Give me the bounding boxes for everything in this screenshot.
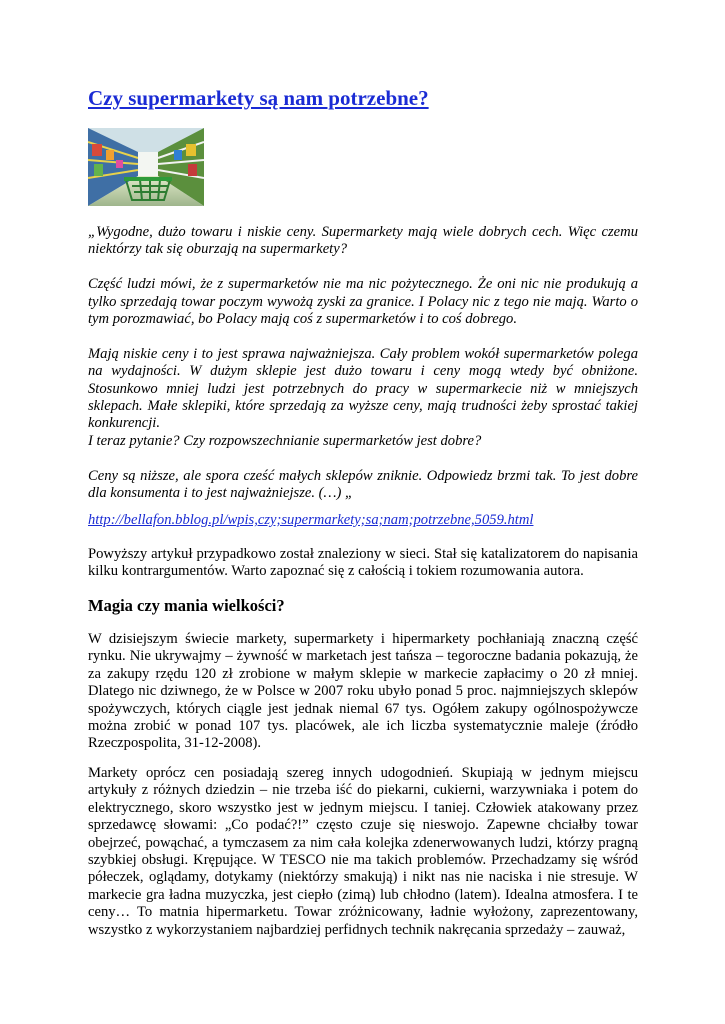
body-paragraph: Markety oprócz cen posiadają szereg innych udogodnień. Skupiają w jednym miejscu artykuły z różnych dziedzin – nie trzeba iść do piekarni, cukierni, warzywniaka i potem do elektrycznego, skoro wszystko jest w jednym miejscu. I taniej. Człowiek atakowany przez sprzedawcę słowami: „Co podać?!” często czuje się nieswojo. Zapewne chciałby towar obejrzeć, powąchać, a tymczasem za nim cała kolejka zdenerwowanych ludzi, którzy pragną szybkiej obsługi. Krępujące. W TESCO nie ma takich problemów. Przechadzamy się wśród półeczek, oglądamy, dotykamy (niektórzy smakują) i nikt nas nie naciska i nie stresuje. W markecie gra ładna muzyczka, jest ciepło (zimą) lub chłodno (latem). Idealna atmosfera. I te ceny… To matnia hipermarketu. Towar zróżnicowany, ładnie wyłożony, zaprezentowany, wszystko z wykorzystaniem najbardziej perfidnych technik nakręcania sprzedaży – zauważ, bbox=[88, 765, 638, 938]
supermarket-aisle-image bbox=[88, 128, 204, 206]
intro-paragraph: Powyższy artykuł przypadkowo został znaleziony w sieci. Stał się katalizatorem do napisania kilku kontrargumentów. Warto zapoznać się z całością i tokiem rozumowania autora. bbox=[88, 546, 638, 580]
body-paragraph: W dzisiejszym świecie markety, supermarkety i hipermarkety pochłaniają znaczną część rynku. Nie ukrywajmy – żywność w marketach jest tańsza – tegoroczne badania pokazują, że za zakupy rzędu 120 zł zrobione w małym sklepie w markecie zapłacimy o 20 zł mniej. Dlatego nic dziwnego, że w Polsce w 2007 roku ubyło ponad 5 proc. najmniejszych sklepów spożywczych, których ciągle jest jednak niemal 67 tys. Ogółem zakupy ogólnospożywcze można zrobić w ponad 107 tys. placówek, ale ich liczba systematycznie maleje (źródło Rzeczpospolita, 31-12-2008). bbox=[88, 631, 638, 752]
quoted-article bbox=[88, 224, 638, 520]
body-paragraph-2-block bbox=[88, 765, 638, 939]
quote-paragraph: Ceny są niższe, ale spora cześć małych sklepów zniknie. Odpowiedz brzmi tak. To jest dobre dla konsumenta i to jest najważniejsze. (…) „ bbox=[88, 467, 638, 502]
supermarket-photo bbox=[88, 128, 204, 206]
quote-paragraph: „Wygodne, dużo towaru i niskie ceny. Supermarkety mają wiele dobrych cech. Więc czemu niektórzy tak się oburzają na supermarkety? bbox=[88, 224, 638, 258]
source-link-block bbox=[88, 512, 638, 529]
quote-paragraph: I teraz pytanie? Czy rozpowszechnianie supermarketów jest dobre? bbox=[88, 432, 482, 449]
quote-paragraph: Część ludzi mówi, że z supermarketów nie ma nic pożytecznego. Że oni nic nie produkują a tylko sprzedają towar poczym wywożą zyski za granice. I Polacy nic z tego nie mają. Warto o tym porozmawiać, bo Polacy mają coś z supermarketów i to coś dobrego. bbox=[88, 276, 638, 328]
body-paragraph-1-block bbox=[88, 631, 638, 753]
section-heading: Magia czy mania wielkości? bbox=[88, 596, 285, 615]
quote-paragraph: Mają niskie ceny i to jest sprawa najważniejsza. Cały problem wokół supermarketów polega na wydajności. W dużym sklepie jest dużo towaru i ceny mogą wtedy być obniżone. Stosunkowo mniej ludzi jest potrzebnych do pracy w supermarkecie niż w mniejszych sklepach. Małe sklepiki, które sprzedają za wyższe ceny, mają trudności żeby sprostać takiej konkurencji. bbox=[88, 345, 638, 432]
article-title[interactable]: Czy supermarkety są nam potrzebne? bbox=[88, 86, 429, 110]
intro-block bbox=[88, 546, 638, 581]
source-link[interactable]: http://bellafon.bblog.pl/wpis,czy;supermarkety;sa;nam;potrzebne,5059.html bbox=[88, 512, 534, 528]
